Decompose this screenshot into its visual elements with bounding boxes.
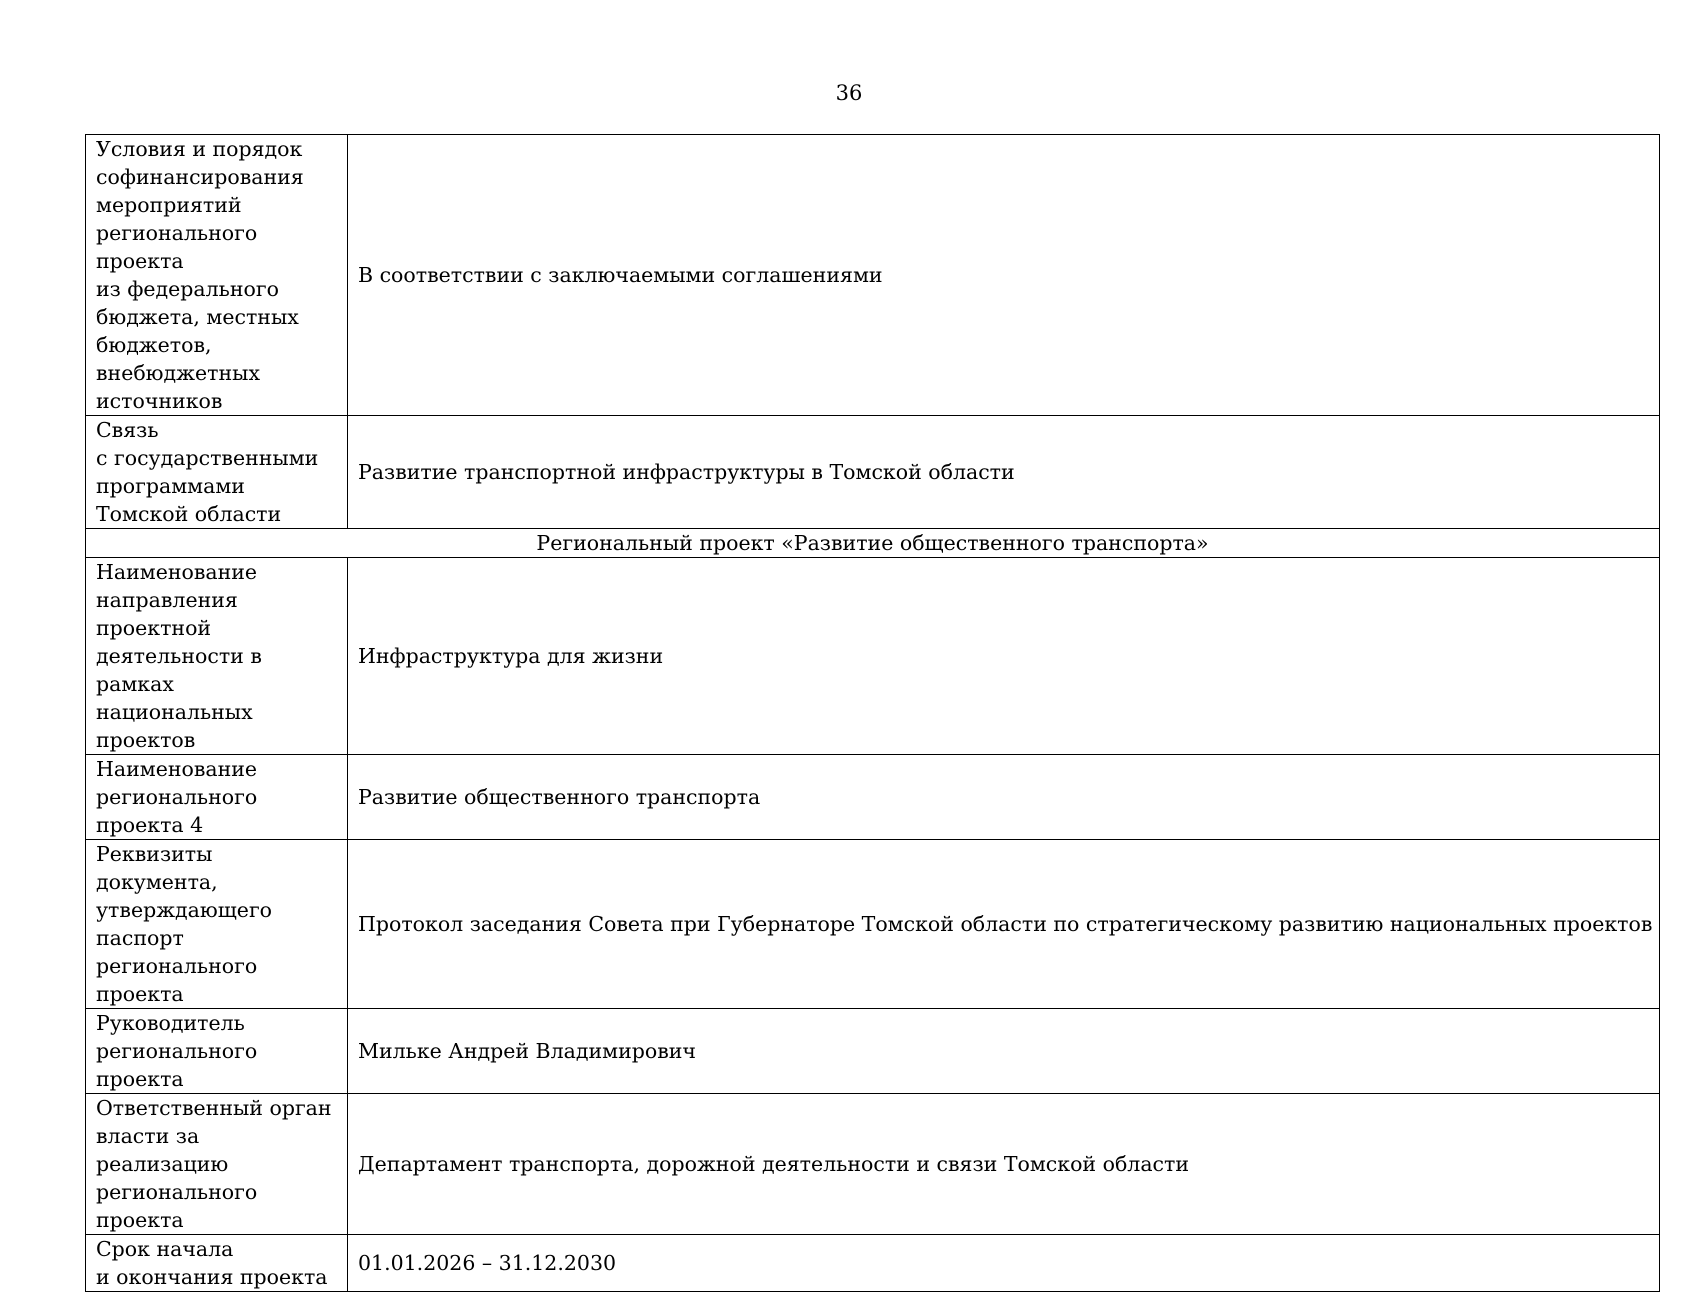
row-label: Связь с государственными программами Томской области [86,416,348,529]
table-row-responsible-body [86,1094,1660,1235]
row-label: Условия и порядок софинансирования мероприятий регионального проекта из федерального бюджета, местных бюджетов, внебюджетных источников [86,135,348,416]
table-row-direction-name [86,558,1660,755]
table-row-project-leader [86,1009,1660,1094]
row-value: Инфраструктура для жизни [348,558,1660,755]
table-row-project-name [86,755,1660,840]
row-label: Наименование регионального проекта 4 [86,755,348,840]
section-title: Региональный проект «Развитие общественного транспорта» [86,529,1660,558]
row-label: Руководитель регионального проекта [86,1009,348,1094]
row-value: Развитие общественного транспорта [348,755,1660,840]
row-value: Развитие транспортной инфраструктуры в Томской области [348,416,1660,529]
section-header-row [86,529,1660,558]
row-value: 01.01.2026 – 31.12.2030 [348,1235,1660,1292]
row-value: Протокол заседания Совета при Губернаторе Томской области по стратегическому развитию национальных проектов [348,840,1660,1009]
table-row-cofinancing [86,135,1660,416]
row-label: Ответственный орган власти за реализацию регионального проекта [86,1094,348,1235]
row-value: В соответствии с заключаемыми соглашениями [348,135,1660,416]
row-value: Мильке Андрей Владимирович [348,1009,1660,1094]
table-row-project-period [86,1235,1660,1292]
table-row-document-details [86,840,1660,1009]
row-label: Реквизиты документа, утверждающего паспорт регионального проекта [86,840,348,1009]
row-value: Департамент транспорта, дорожной деятельности и связи Томской области [348,1094,1660,1235]
page-number: 36 [835,81,863,105]
project-passport-table [85,134,1660,1292]
table-row-state-programs [86,416,1660,529]
row-label: Наименование направления проектной деятельности в рамках национальных проектов [86,558,348,755]
row-label: Срок начала и окончания проекта [86,1235,348,1292]
